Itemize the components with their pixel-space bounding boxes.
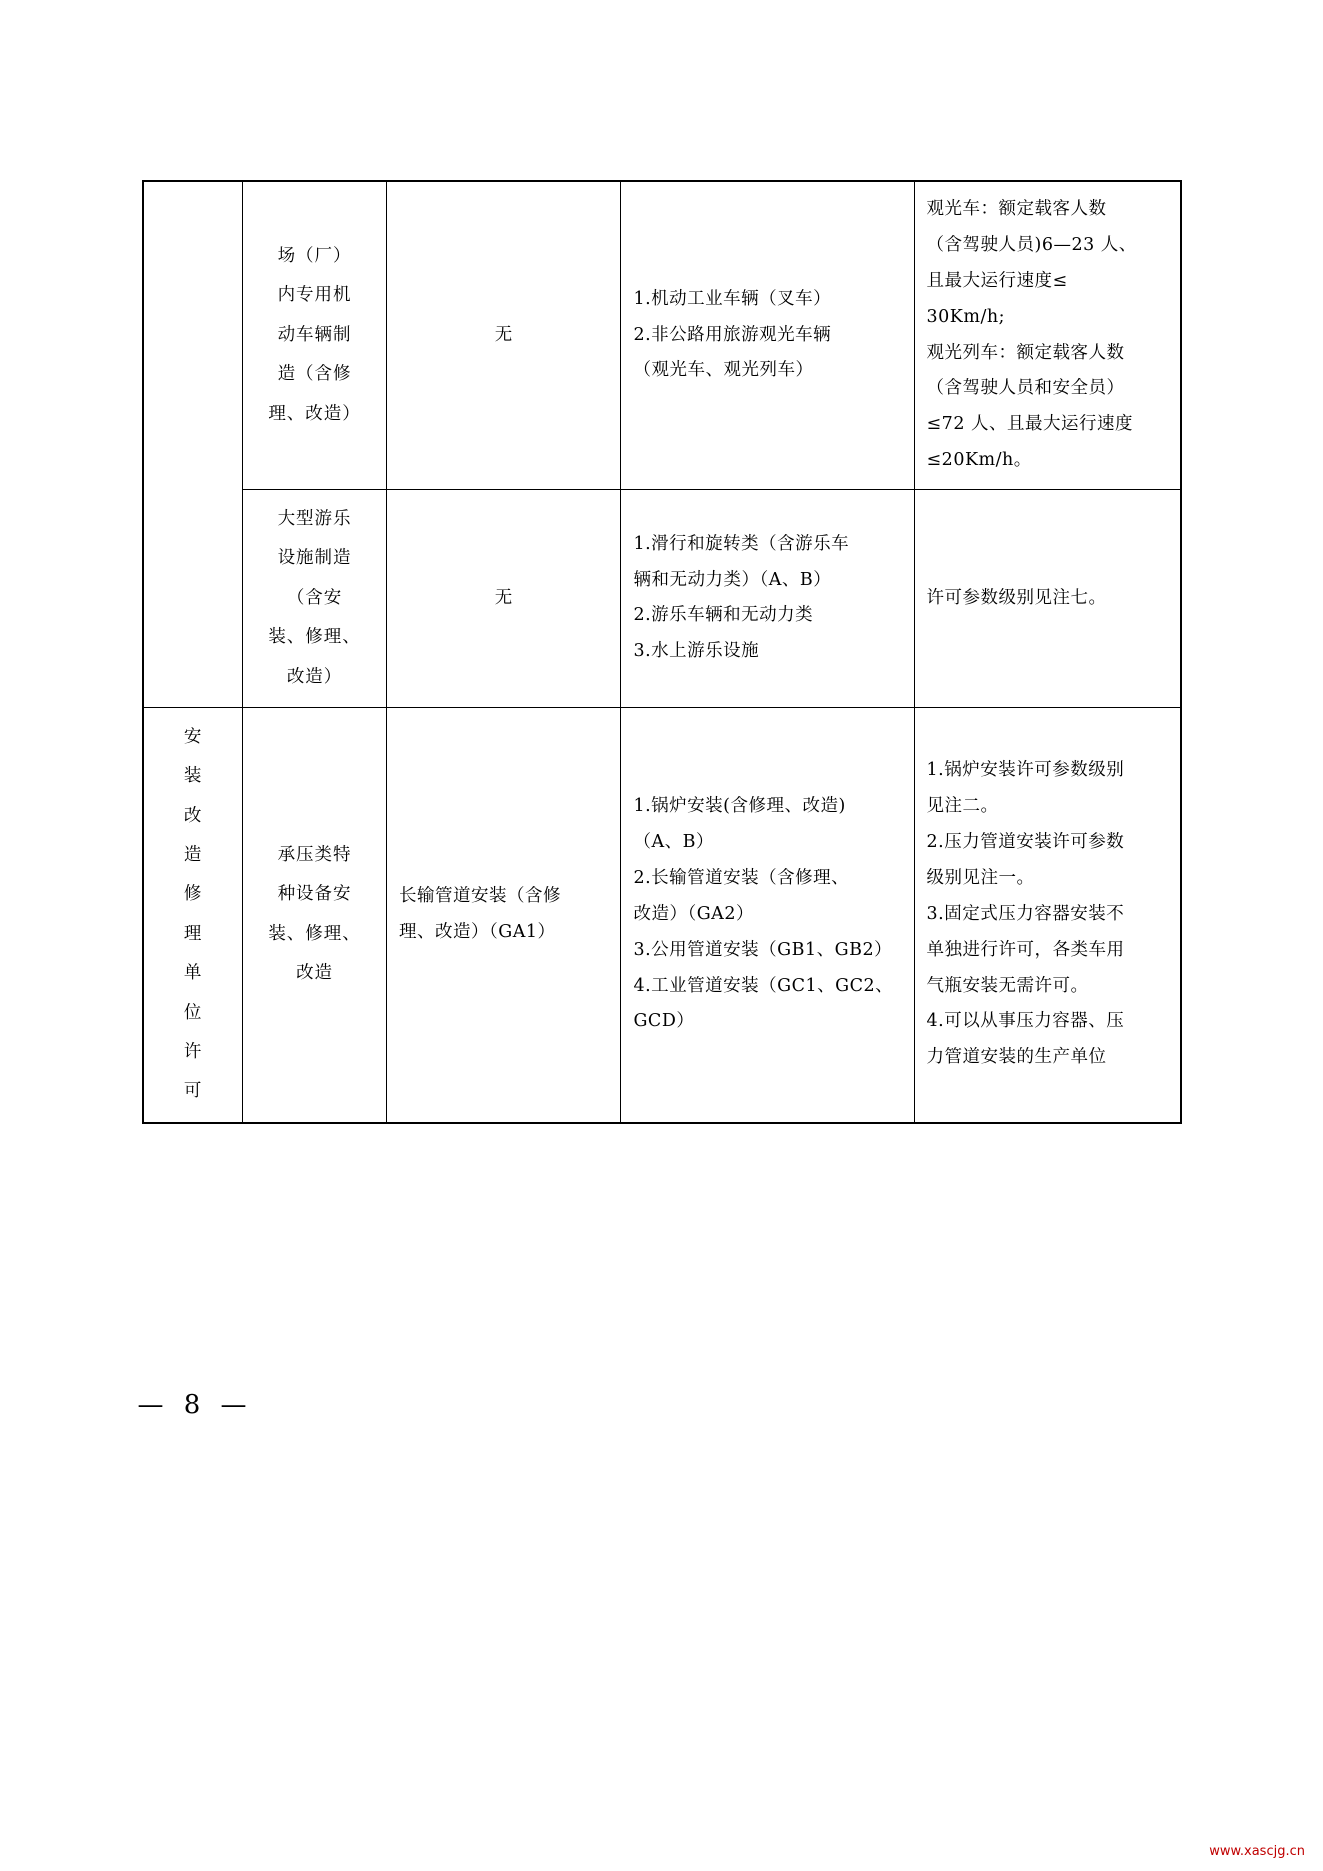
text-line: 1.机动工业车辆（叉车） — [633, 288, 832, 309]
text-line: 修 — [183, 884, 203, 905]
text-line: 造（含修 — [277, 364, 352, 385]
equipment-license-table — [142, 180, 1182, 1124]
text-line: （含安 — [286, 587, 343, 608]
text-line: 且最大运行速度≤ — [926, 270, 1068, 291]
text-line: ≤20Km/h。 — [926, 450, 1032, 471]
text-line: 种设备安 — [277, 884, 352, 905]
text-line: 改造） — [286, 666, 343, 687]
text-line: 4.工业管道安装（GC1、GC2、 — [633, 975, 894, 996]
text-line: 1.滑行和旋转类（含游乐车 — [633, 533, 850, 554]
text-line: 造 — [183, 845, 203, 865]
column-a-cell — [387, 490, 621, 708]
text-line: GCD） — [633, 1011, 695, 1032]
text-line: 改造）（GA2） — [633, 903, 754, 924]
text-line: 2.游乐车辆和无动力类 — [633, 605, 814, 626]
text-line: 辆和无动力类）（A、B） — [633, 569, 832, 590]
text-line: （含驾驶人员和安全员） — [926, 378, 1125, 399]
text-line: 场（厂） — [277, 246, 352, 267]
text-line: 3.公用管道安装（GB1、GB2） — [633, 939, 893, 960]
text-line: 力管道安装的生产单位 — [926, 1047, 1107, 1068]
text-line: 理、改造）（GA1） — [399, 921, 556, 942]
text-line: 见注二。 — [926, 796, 999, 817]
column-a-cell — [387, 181, 621, 490]
subcategory-cell — [243, 490, 387, 708]
text-line: 设施制造 — [277, 548, 352, 569]
table-row — [143, 707, 1181, 1122]
subcategory-cell — [243, 181, 387, 490]
text-line: 无 — [494, 587, 513, 608]
column-b-cell — [621, 490, 914, 708]
column-c-cell — [914, 707, 1181, 1122]
footer-url: www.xascjg.cn — [1209, 1844, 1305, 1859]
column-a-cell — [387, 707, 621, 1122]
text-line: 2.非公路用旅游观光车辆 — [633, 324, 832, 345]
text-line: 2.压力管道安装许可参数 — [926, 832, 1125, 853]
column-c-cell — [914, 181, 1181, 490]
text-line: 3.固定式压力容器安装不 — [926, 903, 1125, 924]
text-line: 30Km/h; — [926, 306, 1006, 327]
text-line: 4.可以从事压力容器、压 — [926, 1011, 1125, 1032]
category-cell — [143, 707, 243, 1122]
text-line: （A、B） — [633, 832, 714, 853]
text-line: 装 — [183, 766, 203, 787]
text-line: 许可参数级别见注七。 — [926, 587, 1107, 608]
text-line: 许 — [183, 1041, 203, 1062]
text-line: ≤72 人、且最大运行速度 — [926, 414, 1134, 435]
text-line: 理、改造） — [268, 403, 361, 424]
text-line: 动车辆制 — [277, 324, 352, 345]
text-line: 单独进行许可，各类车用 — [926, 939, 1125, 960]
text-line: 1.锅炉安装许可参数级别 — [926, 760, 1125, 781]
text-line: 2.长输管道安装（含修理、 — [633, 867, 850, 888]
text-line: （观光车、观光列车） — [633, 360, 814, 381]
text-line: 可 — [183, 1081, 203, 1102]
text-line: 级别见注一。 — [926, 867, 1035, 888]
text-line: 观光列车：额定载客人数 — [926, 342, 1125, 363]
text-line: 内专用机 — [277, 285, 352, 306]
text-line: 位 — [183, 1002, 203, 1023]
text-line: 观光车：额定载客人数 — [926, 199, 1107, 219]
text-line: 理 — [183, 923, 203, 944]
table-row — [143, 490, 1181, 708]
text-line: 改造 — [296, 963, 334, 984]
subcategory-cell — [243, 707, 387, 1122]
column-b-cell — [621, 181, 914, 490]
text-line: 大型游乐 — [277, 509, 352, 529]
text-line: 单 — [183, 963, 203, 984]
text-line: （含驾驶人员)6—23 人、 — [926, 234, 1137, 255]
text-line: 无 — [494, 324, 513, 345]
table-row — [143, 181, 1181, 490]
text-line: 装、修理、 — [268, 923, 361, 944]
text-line: 装、修理、 — [268, 627, 361, 648]
text-line: 承压类特 — [277, 845, 352, 865]
text-line: 1.锅炉安装(含修理、改造) — [633, 796, 846, 817]
column-c-cell — [914, 490, 1181, 708]
text-line: 气瓶安装无需许可。 — [926, 975, 1089, 996]
text-line: 3.水上游乐设施 — [633, 641, 760, 662]
category-cell-empty — [143, 181, 243, 707]
text-line: 安 — [183, 726, 203, 747]
column-b-cell — [621, 707, 914, 1122]
text-line: 长输管道安装（含修 — [399, 885, 561, 906]
page-number: — 8 — — [137, 1390, 253, 1420]
text-line: 改 — [183, 805, 203, 826]
